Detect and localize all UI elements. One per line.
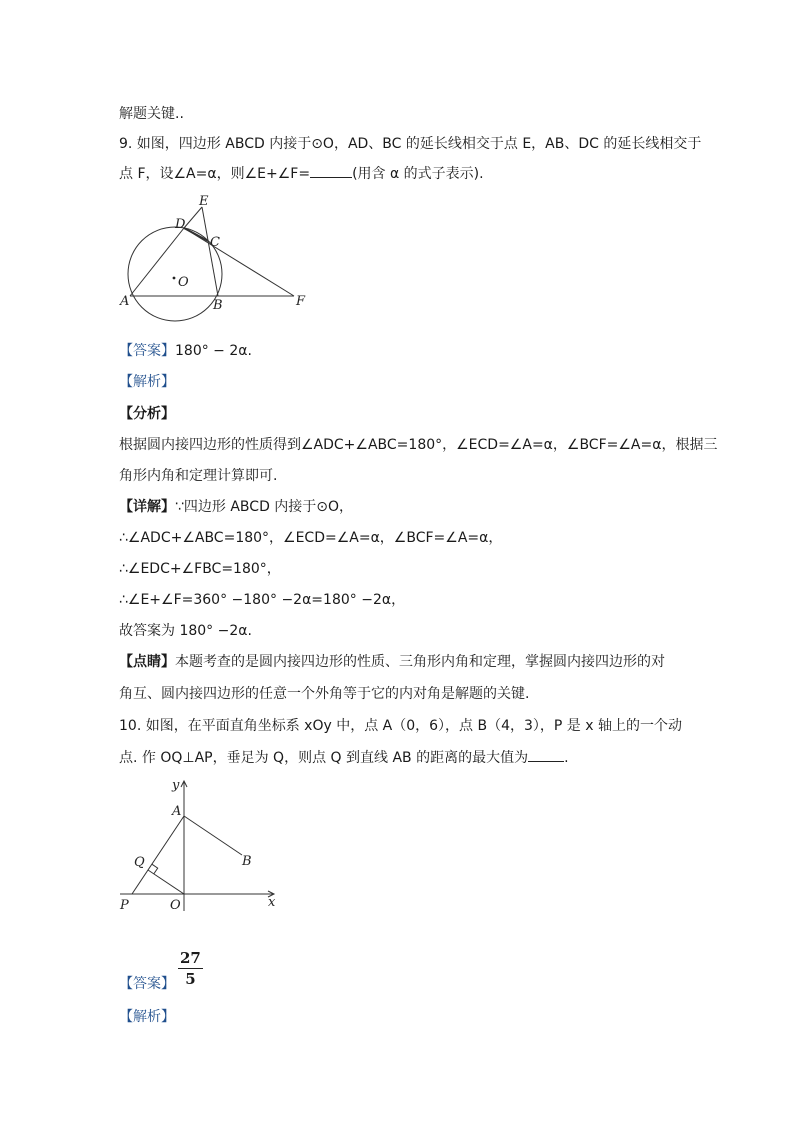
- label-o: O: [178, 275, 189, 290]
- jiexi-tag-10: 【解析】: [119, 1009, 175, 1025]
- detail-line-3: ∴∠E+∠F=360° −180° −2α=180° −2α，: [119, 592, 406, 608]
- fraction-denominator: 5: [185, 970, 196, 988]
- detail-line-4: 故答案为 180° −2α.: [119, 623, 252, 639]
- detail-text: ∵四边形 ABCD 内接于⊙O，: [175, 499, 354, 515]
- right-angle-mark: [152, 864, 158, 874]
- label-p: P: [120, 898, 129, 913]
- dianjing-line-2: 角互、圆内接四边形的任意一个外角等于它的内对角是解题的关键.: [119, 686, 530, 702]
- label-o: O: [170, 898, 181, 913]
- label-f: F: [296, 294, 306, 309]
- label-x: x: [268, 895, 276, 910]
- dianjing-tag: 【点睛】: [119, 654, 175, 670]
- fenxi-tag: 【分析】: [119, 406, 175, 422]
- question-9-line-1: 9. 如图，四边形 ABCD 内接于⊙O，AD、BC 的延长线相交于点 E，AB、DC 的延长线相交于: [119, 136, 702, 152]
- label-y: y: [172, 778, 180, 793]
- segment-eb: [202, 207, 218, 296]
- label-a: A: [172, 804, 182, 819]
- answer-tag-10: 【答案】: [119, 976, 175, 992]
- detail-tag: 【详解】: [119, 499, 175, 515]
- segment-df: [184, 228, 294, 296]
- dianjing-text: 本题考查的是圆内接四边形的性质、三角形内角和定理，掌握圆内接四边形的对: [175, 654, 665, 670]
- segment-dc-bold: [184, 228, 208, 241]
- label-d: D: [175, 217, 186, 232]
- label-e: E: [199, 195, 209, 209]
- label-b: B: [213, 298, 223, 313]
- answer-9-value: 180° − 2α.: [175, 343, 252, 359]
- segment-ad: [130, 228, 184, 296]
- answer-blank: [528, 749, 564, 762]
- label-q: Q: [134, 855, 145, 870]
- text-line: 解题关键..: [119, 106, 184, 122]
- analysis-line-2: 角形内角和定理计算即可.: [119, 468, 278, 484]
- question-9-stem: 点 F，设∠A=α，则∠E+∠F=: [119, 166, 311, 182]
- question-9-hint: (用含 α 的式子表示).: [352, 166, 484, 182]
- jiexi-tag: 【解析】: [119, 374, 175, 390]
- question-10-stem: 点. 作 OQ⊥AP，垂足为 Q，则点 Q 到直线 AB 的距离的最大值为: [119, 750, 529, 766]
- question-10-line-1: 10. 如图，在平面直角坐标系 xOy 中，点 A（0，6），点 B（4，3），P 是 x 轴上的一个动: [119, 718, 682, 734]
- question-9-line-2: [119, 164, 484, 184]
- center-dot: [173, 277, 176, 280]
- question-10-line-2: [119, 748, 569, 768]
- segment-de: [184, 207, 202, 228]
- fraction-numerator: 27: [180, 949, 201, 967]
- answer-tag: 【答案】: [119, 343, 175, 359]
- label-b: B: [242, 854, 252, 869]
- question-10-end: .: [564, 750, 569, 766]
- detail-line-0: [119, 497, 353, 517]
- label-a: A: [120, 294, 130, 309]
- detail-line-2: ∴∠EDC+∠FBC=180°，: [119, 561, 281, 577]
- figure-9-circle-quadrilateral: [110, 195, 320, 330]
- answer-blank: [310, 165, 352, 178]
- segment-ab: [184, 816, 242, 855]
- answer-9-line: [119, 341, 252, 361]
- dianjing-line-1: [119, 652, 665, 672]
- label-c: C: [210, 235, 220, 250]
- analysis-line-1: 根据圆内接四边形的性质得到∠ADC+∠ABC=180°，∠ECD=∠A=α，∠BCF=∠A=α，根据三: [119, 437, 718, 453]
- figure-10-coordinate-plane: [110, 775, 290, 915]
- detail-line-1: ∴∠ADC+∠ABC=180°，∠ECD=∠A=α，∠BCF=∠A=α，: [119, 530, 503, 546]
- answer-10-fraction: [178, 948, 203, 989]
